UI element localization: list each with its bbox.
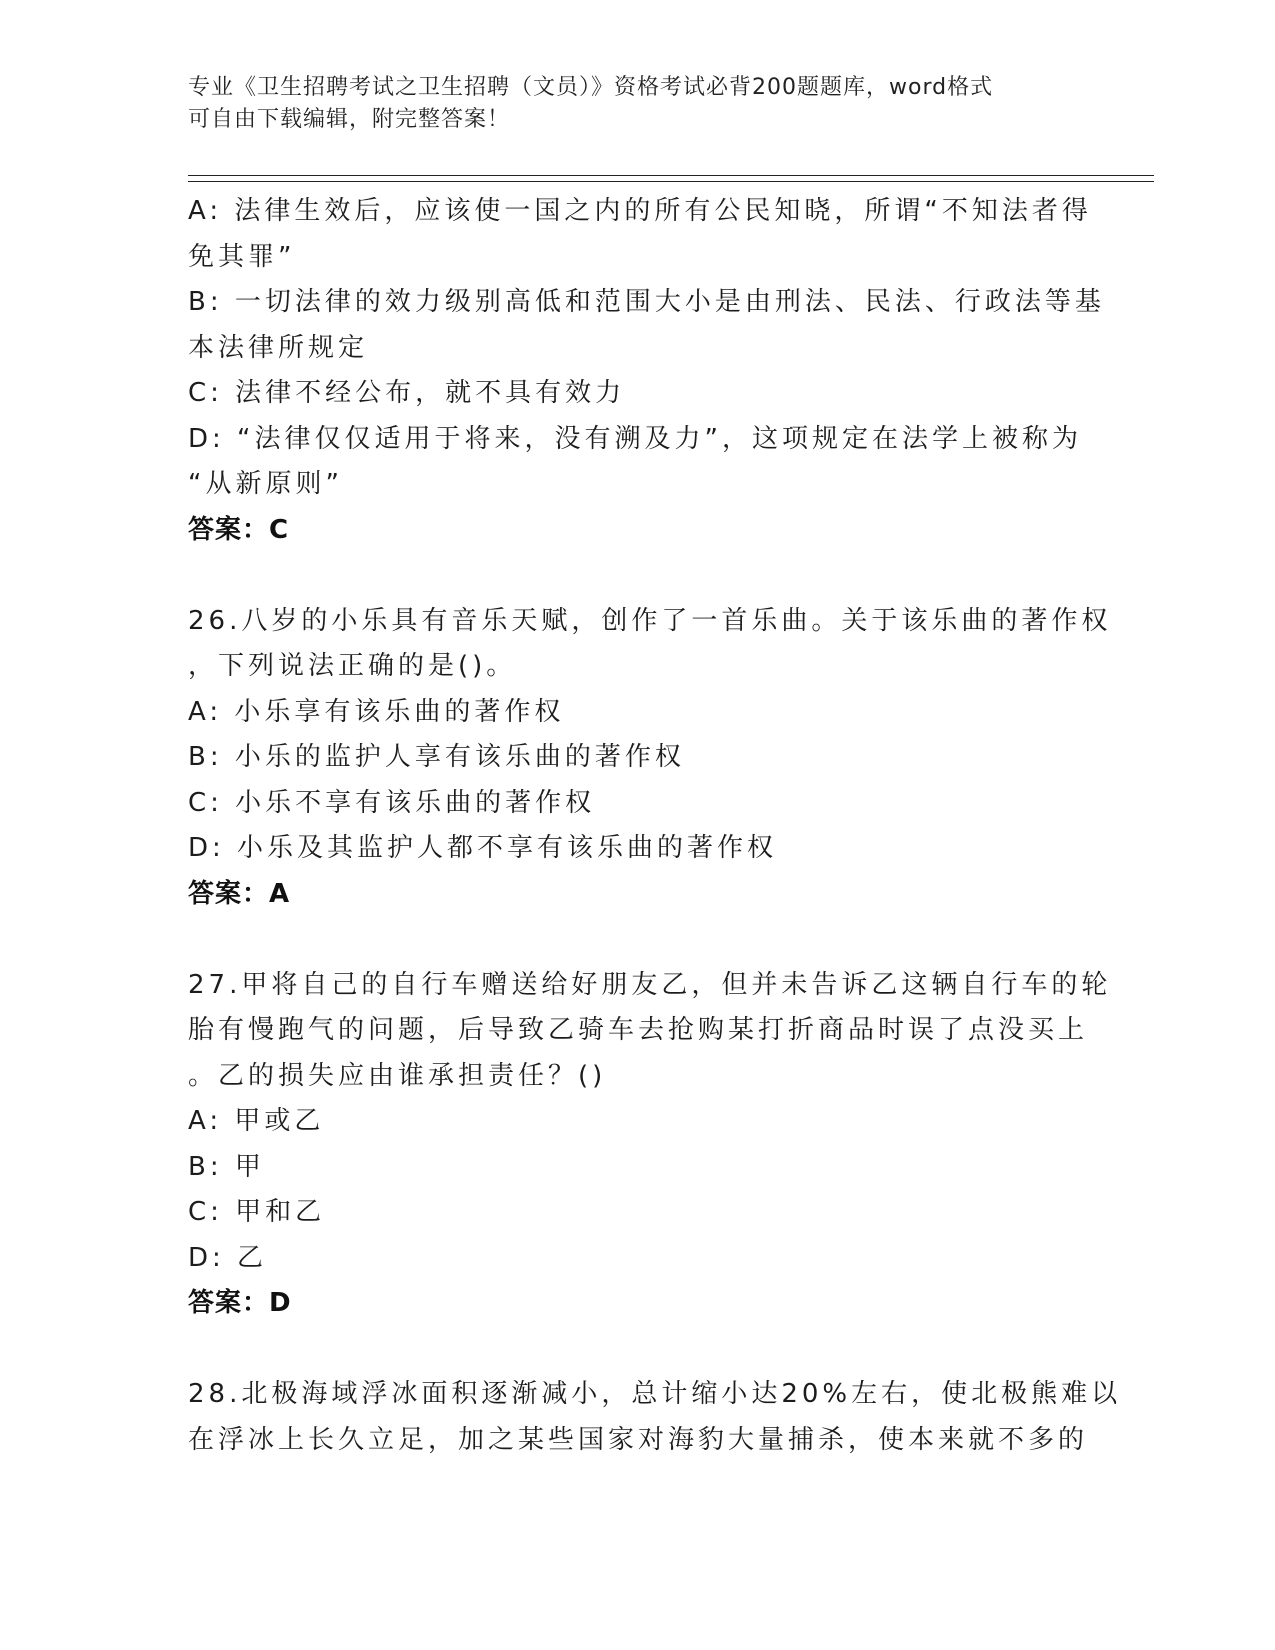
option-c: C: 法律不经公布，就不具有效力 [188, 378, 626, 408]
question-stem-line-1: 27.甲将自己的自行车赠送给好朋友乙，但并未告诉乙这辆自行车的轮 [188, 969, 1112, 1000]
question-stem-line-2: 在浮冰上长久立足，加之某些国家对海豹大量捕杀，使本来就不多的 [188, 1424, 1089, 1455]
option-c: C: 小乐不享有该乐曲的著作权 [188, 787, 596, 818]
spacer [188, 1327, 1088, 1373]
question-26 [188, 599, 1112, 918]
question-stem-line-1: 26.八岁的小乐具有音乐天赋，创作了一首乐曲。关于该乐曲的著作权 [188, 605, 1112, 636]
option-a-line-1: A: 法律生效后，应该使一国之内的所有公民知晓，所谓“不知法者得 [188, 196, 1092, 226]
option-b-line-2: 本法律所规定 [188, 332, 369, 363]
option-a: A: 小乐享有该乐曲的著作权 [188, 696, 565, 727]
question-27 [188, 963, 1112, 1327]
question-stem-line-2: ，下列说法正确的是()。 [188, 651, 517, 681]
option-b: B: 小乐的监护人享有该乐曲的著作权 [188, 742, 685, 772]
option-a-line-2: 免其罪” [188, 241, 296, 272]
question-stem-line-1: 28.北极海域浮冰面积逐渐减小，总计缩小达20%左右，使北极熊难以 [188, 1379, 1122, 1409]
question-stem-line-3: 。乙的损失应由谁承担责任？() [188, 1060, 607, 1091]
header-divider-top [188, 175, 1154, 176]
option-d: D: 乙 [188, 1242, 268, 1273]
answer: 答案：A [188, 878, 291, 909]
option-d-line-2: “从新原则” [188, 469, 343, 499]
document-header [188, 72, 1068, 136]
option-b-line-1: B: 一切法律的效力级别高低和范围大小是由刑法、民法、行政法等基 [188, 287, 1105, 317]
spacer [188, 917, 1088, 963]
option-b: B: 甲 [188, 1151, 265, 1182]
header-divider-bottom [188, 181, 1154, 182]
question-25 [188, 189, 1105, 553]
answer: 答案：D [188, 1288, 292, 1318]
document-body [188, 189, 1122, 1463]
option-d: D: 小乐及其监护人都不享有该乐曲的著作权 [188, 833, 778, 863]
answer: 答案：C [188, 514, 290, 545]
spacer [188, 553, 1088, 599]
question-28 [188, 1372, 1122, 1463]
header-line-2: 可自由下载编辑，附完整答案！ [188, 107, 511, 132]
question-stem-line-2: 胎有慢跑气的问题，后导致乙骑车去抢购某打折商品时误了点没买上 [188, 1015, 1089, 1045]
option-d-line-1: D: “法律仅仅适用于将来，没有溯及力”，这项规定在法学上被称为 [188, 423, 1082, 454]
option-a: A: 甲或乙 [188, 1106, 325, 1136]
header-line-1: 专业《卫生招聘考试之卫生招聘（文员）》资格考试必背200题题库，word格式 [188, 75, 994, 100]
option-c: C: 甲和乙 [188, 1197, 326, 1227]
